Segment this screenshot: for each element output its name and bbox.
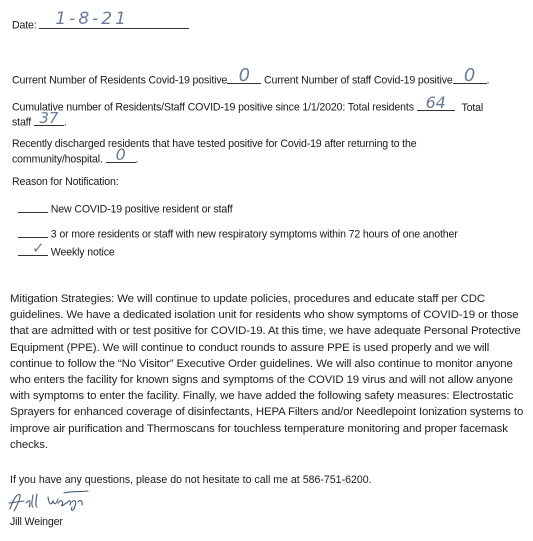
date-row xyxy=(12,8,189,32)
cumulative-label: Cumulative number of Residents/Staff COVID-19 positive since 1/1/2020: Total residents xyxy=(12,101,414,114)
discharged-label: community/hospital. xyxy=(12,153,103,166)
cumulative-row xyxy=(12,92,484,114)
signature-scribble xyxy=(6,487,96,515)
reason-label-weekly: Weekly notice xyxy=(50,246,115,259)
current-staff-value: 0 xyxy=(463,64,476,86)
current-staff-label: Current Number of staff Covid-19 positive xyxy=(264,74,453,87)
cumulative-total-label: Total xyxy=(461,101,484,114)
discharged-line2 xyxy=(12,144,139,166)
date-field xyxy=(39,8,189,29)
signature-name xyxy=(10,516,63,528)
current-residents-value: 0 xyxy=(238,64,250,86)
current-positive-row xyxy=(12,64,490,87)
reason-option-new-positive xyxy=(18,202,233,216)
reason-heading xyxy=(12,176,119,188)
current-staff-field xyxy=(453,64,487,86)
reason-label-respiratory: 3 or more residents or staff with new respiratory symptoms within 72 hours of one another xyxy=(50,228,458,241)
reason-checkbox-respiratory xyxy=(18,227,48,238)
discharged-value: 0 xyxy=(115,144,126,164)
reason-checkbox-new-positive xyxy=(18,202,48,213)
reason-option-respiratory xyxy=(18,227,458,241)
cumulative-residents-field xyxy=(417,92,455,112)
reason-option-weekly xyxy=(18,238,115,259)
reason-checkbox-weekly xyxy=(18,238,48,257)
check-mark-icon: ✓ xyxy=(32,238,45,257)
closing-line xyxy=(10,474,372,486)
cumulative-end: . xyxy=(63,116,67,129)
mitigation-paragraph: Mitigation Strategies: We will continue to update policies, procedures and educate staff per CDC guidelines. We have a dedicated isolation unit for residents who show symptoms of COVID-19 or those that are admitted with or test positive for COVID-19. At this time, we have adequate Personal Protective Equipment (PPE). We will continue to conduct rounds to assure PPE is used properly and we will continue to follow the “No Visitor” Executive Order guidelines. We will also continue to monitor anyone who enters the facility for known signs and symptoms of the COVID 19 virus and will not allow anyone with symptoms to enter the facility. Finally, we have added the following safety measures: Electrostatic Sprayers for enhanced coverage of disinfectants, HEPA Filters and/or Needlepoint Ionization systems to improve air purification and Thermoscans for touchless temperature monitoring and proper facemask checks. xyxy=(10,293,524,451)
current-end: . xyxy=(486,74,490,87)
discharged-field xyxy=(106,144,136,164)
discharged-text: Recently discharged residents that have tested positive for Covid-19 after returning to the xyxy=(12,138,417,150)
current-residents-field xyxy=(227,64,261,86)
date-label: Date: xyxy=(12,19,37,32)
discharged-end: . xyxy=(135,153,139,166)
date-value: 1-8-21 xyxy=(55,8,129,29)
signature-name-text: Jill Weinger xyxy=(10,516,63,528)
cumulative-staff-label: staff xyxy=(12,116,32,129)
current-residents-label: Current Number of Residents Covid-19 positive xyxy=(12,74,228,87)
cumulative-staff-field xyxy=(34,108,64,127)
signature xyxy=(6,487,96,515)
cumulative-residents-value: 64 xyxy=(425,92,446,112)
closing-text: If you have any questions, please do not hesitate to call me at 586-751-6200. xyxy=(10,474,372,486)
reason-heading-text: Reason for Notification: xyxy=(12,176,119,188)
cumulative-staff-value: 37 xyxy=(39,108,59,127)
discharged-line1 xyxy=(12,138,416,150)
cumulative-staff-row xyxy=(12,108,67,129)
reason-label-new-positive: New COVID-19 positive resident or staff xyxy=(50,203,233,216)
